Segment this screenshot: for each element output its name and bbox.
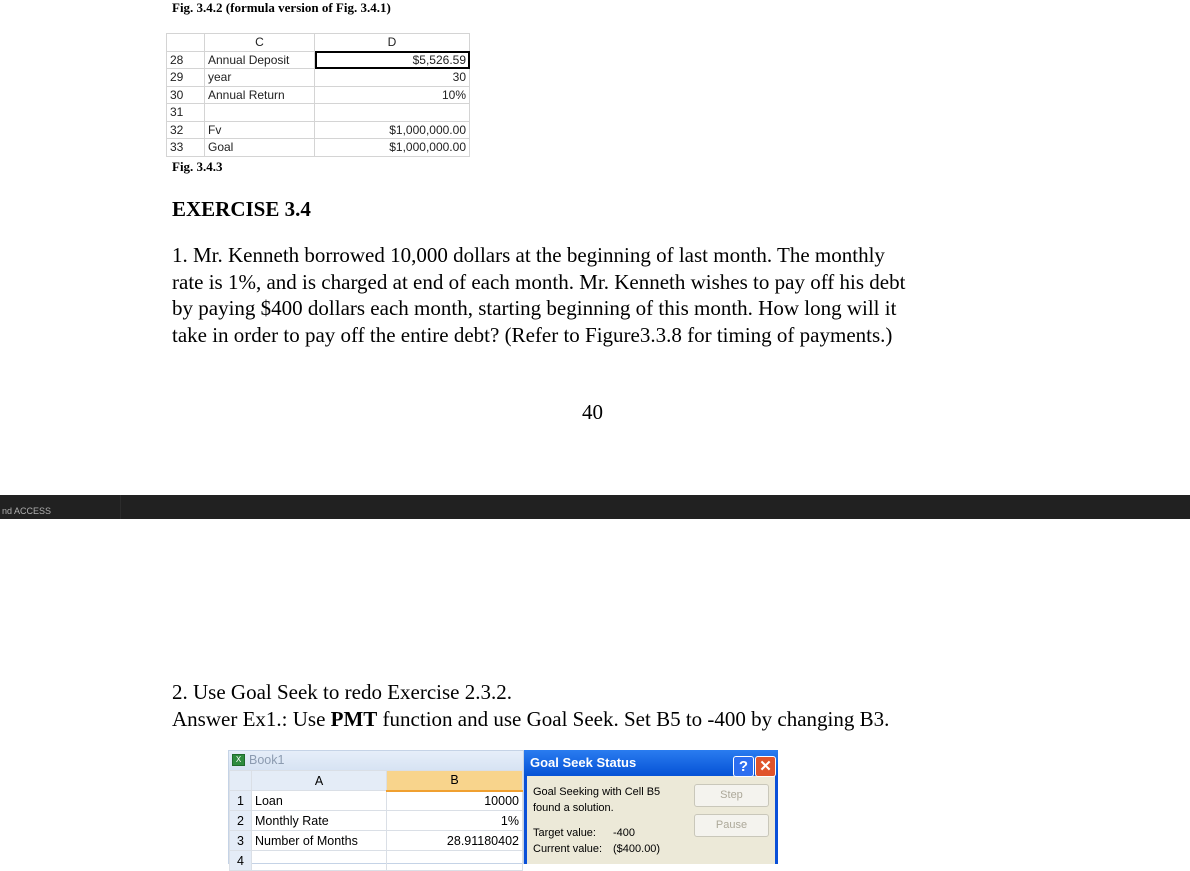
current-value-label: Current value: [533,843,603,855]
status-message-2: found a solution. [533,802,614,814]
table-row: 2 Monthly Rate 1% [230,811,523,831]
workbook-title-bar: X Book1 [229,751,523,770]
current-value: ($400.00) [613,843,661,855]
table-row: 4 [230,851,523,871]
column-header[interactable]: C [205,34,315,52]
question-2: 2. Use Goal Seek to redo Exercise 2.3.2. [172,680,512,704]
selected-cell[interactable]: $5,526.59 [315,51,470,69]
figure-caption-3-4-3: Fig. 3.4.3 [172,159,223,174]
band-text: nd ACCESS [2,506,52,516]
table-row: 32 Fv $1,000,000.00 [167,121,470,139]
spreadsheet-fig-3-4-3 [166,33,470,157]
status-message: Goal Seeking with Cell B5 [533,786,661,798]
goal-seek-status-dialog [524,750,778,864]
excel-icon: X [232,754,245,766]
table-row: 28 Annual Deposit $5,526.59 [167,51,470,69]
pause-button[interactable]: Pause [694,814,769,837]
step-button[interactable]: Step [694,784,769,807]
table-row: 3 Number of Months 28.91180402 [230,831,523,851]
table-row: 33 Goal $1,000,000.00 [167,139,470,157]
table-row: 1 Loan 10000 [230,791,523,811]
target-value: -400 [613,827,636,839]
table-row: 29 year 30 [167,69,470,87]
table-row: 31 [167,104,470,122]
column-header[interactable]: D [315,34,470,52]
target-value-label: Target value: [533,827,596,839]
answer-text: Answer Ex1.: Use PMT function and use Goal Seek. Set B5 to -400 by changing B3. [172,707,890,731]
table-row: 30 Annual Return 10% [167,86,470,104]
column-header[interactable]: B [387,771,523,791]
workbook-grid [229,770,523,871]
figure-caption-3-4-2: Fig. 3.4.2 (formula version of Fig. 3.4.1) [172,0,391,15]
column-header[interactable]: A [252,771,387,791]
close-icon[interactable]: ✕ [755,756,776,777]
page-separator-bar [0,495,1190,519]
excel-workbook-window [228,750,524,868]
select-all-corner[interactable] [230,771,252,791]
help-icon[interactable]: ? [733,756,754,777]
question-1: 1. Mr. Kenneth borrowed 10,000 dollars at the beginning of last month. The monthly rate is 1%, and is charged at end of each month. Mr. Kenneth wishes to pay off his debt by paying $400 dollars each month, starting beginning of this month. How long will it take in order to pay off the entire debt? (Refer to Figure3.3.8 for timing of payments.) [172,243,906,347]
exercise-title: EXERCISE 3.4 [172,197,311,221]
dialog-title: Goal Seek Status [524,750,778,776]
page-number: 40 [582,400,603,424]
